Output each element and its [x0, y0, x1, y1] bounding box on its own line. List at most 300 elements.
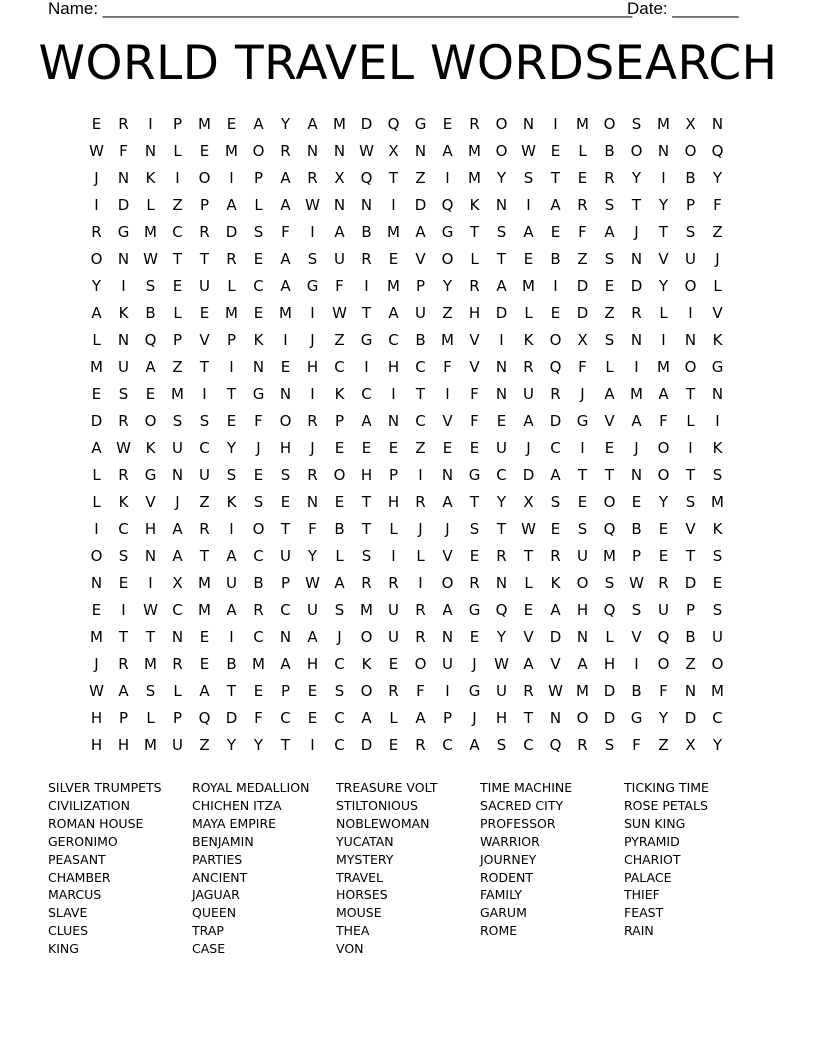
grid-letter[interactable]: A	[280, 196, 291, 214]
grid-letter[interactable]: I	[553, 277, 558, 295]
grid-letter[interactable]: A	[226, 196, 237, 214]
grid-letter[interactable]: W	[521, 520, 536, 538]
grid-letter[interactable]: X	[523, 493, 534, 511]
grid-letter[interactable]: J	[337, 628, 342, 646]
grid-letter[interactable]: I	[688, 304, 693, 322]
grid-letter[interactable]: K	[118, 304, 129, 322]
grid-letter[interactable]: T	[685, 466, 696, 484]
grid-letter[interactable]: K	[469, 196, 480, 214]
grid-letter[interactable]: I	[553, 115, 558, 133]
grid-letter[interactable]: Y	[658, 493, 669, 511]
grid-letter[interactable]: I	[229, 358, 234, 376]
grid-letter[interactable]: V	[631, 628, 642, 646]
grid-letter[interactable]: Y	[712, 736, 723, 754]
grid-letter[interactable]: K	[712, 439, 723, 457]
grid-letter[interactable]: E	[658, 547, 669, 565]
grid-letter[interactable]: A	[469, 736, 480, 754]
grid-letter[interactable]: P	[226, 331, 237, 349]
grid-letter[interactable]: Q	[144, 331, 157, 349]
grid-letter[interactable]: C	[253, 628, 264, 646]
grid-letter[interactable]: C	[712, 709, 723, 727]
grid-letter[interactable]: I	[580, 439, 585, 457]
grid-letter[interactable]: M	[657, 115, 670, 133]
grid-letter[interactable]: Y	[712, 169, 723, 187]
grid-letter[interactable]: E	[496, 412, 507, 430]
grid-letter[interactable]: S	[685, 493, 696, 511]
grid-letter[interactable]: L	[173, 304, 182, 322]
grid-letter[interactable]: O	[198, 169, 211, 187]
grid-letter[interactable]: A	[334, 574, 345, 592]
grid-letter[interactable]: T	[685, 547, 696, 565]
grid-letter[interactable]: P	[280, 682, 291, 700]
grid-letter[interactable]: A	[280, 655, 291, 673]
grid-letter[interactable]: R	[118, 412, 129, 430]
grid-letter[interactable]: R	[523, 682, 534, 700]
grid-letter[interactable]: E	[388, 250, 399, 268]
grid-letter[interactable]: E	[307, 682, 318, 700]
grid-letter[interactable]: N	[684, 331, 697, 349]
grid-letter[interactable]: E	[91, 115, 102, 133]
grid-letter[interactable]: N	[630, 250, 643, 268]
grid-letter[interactable]: Y	[496, 169, 507, 187]
grid-letter[interactable]: E	[361, 439, 372, 457]
grid-letter[interactable]: D	[576, 304, 589, 322]
grid-letter[interactable]: R	[496, 547, 507, 565]
grid-letter[interactable]: N	[414, 142, 427, 160]
grid-letter[interactable]: Z	[415, 169, 426, 187]
grid-letter[interactable]: Q	[711, 142, 724, 160]
grid-letter[interactable]: A	[91, 439, 102, 457]
grid-letter[interactable]: N	[441, 628, 454, 646]
grid-letter[interactable]: T	[658, 223, 669, 241]
grid-letter[interactable]: K	[145, 439, 156, 457]
grid-letter[interactable]: U	[307, 601, 318, 619]
grid-letter[interactable]: I	[661, 169, 666, 187]
grid-letter[interactable]: S	[685, 223, 696, 241]
grid-letter[interactable]: O	[576, 709, 589, 727]
grid-letter[interactable]: A	[307, 115, 318, 133]
grid-letter[interactable]: S	[199, 412, 210, 430]
grid-letter[interactable]: F	[713, 196, 722, 214]
grid-letter[interactable]: P	[253, 169, 264, 187]
grid-letter[interactable]: N	[441, 466, 454, 484]
grid-letter[interactable]: N	[117, 250, 130, 268]
grid-letter[interactable]: N	[117, 169, 130, 187]
grid-letter[interactable]: R	[469, 574, 480, 592]
grid-letter[interactable]: M	[441, 331, 454, 349]
grid-letter[interactable]: P	[415, 277, 426, 295]
grid-letter[interactable]: K	[712, 520, 723, 538]
grid-letter[interactable]: Z	[199, 493, 210, 511]
grid-letter[interactable]: N	[279, 385, 292, 403]
grid-letter[interactable]: E	[334, 493, 345, 511]
grid-letter[interactable]: H	[117, 736, 130, 754]
grid-letter[interactable]: E	[307, 709, 318, 727]
date-field-line[interactable]: Date: _______	[627, 0, 739, 18]
grid-letter[interactable]: D	[684, 574, 697, 592]
grid-letter[interactable]: R	[280, 142, 291, 160]
grid-letter[interactable]: E	[253, 682, 264, 700]
grid-letter[interactable]: L	[173, 142, 182, 160]
grid-letter[interactable]: Y	[226, 736, 237, 754]
grid-letter[interactable]: G	[360, 331, 373, 349]
grid-letter[interactable]: R	[199, 223, 210, 241]
grid-letter[interactable]: P	[280, 574, 291, 592]
grid-letter[interactable]: T	[361, 493, 372, 511]
grid-letter[interactable]: I	[94, 196, 99, 214]
grid-letter[interactable]: T	[415, 385, 426, 403]
grid-letter[interactable]: F	[443, 358, 452, 376]
grid-letter[interactable]: M	[144, 736, 157, 754]
grid-letter[interactable]: S	[334, 601, 345, 619]
grid-letter[interactable]: G	[117, 223, 130, 241]
grid-letter[interactable]: N	[90, 574, 103, 592]
grid-letter[interactable]: Q	[495, 601, 508, 619]
grid-letter[interactable]: A	[334, 223, 345, 241]
grid-letter[interactable]: N	[306, 493, 319, 511]
grid-letter[interactable]: B	[631, 520, 642, 538]
grid-letter[interactable]: N	[630, 466, 643, 484]
grid-letter[interactable]: W	[521, 142, 536, 160]
grid-letter[interactable]: R	[388, 682, 399, 700]
grid-letter[interactable]: E	[712, 574, 723, 592]
grid-letter[interactable]: T	[280, 736, 291, 754]
grid-letter[interactable]: M	[387, 223, 400, 241]
grid-letter[interactable]: U	[496, 439, 507, 457]
grid-letter[interactable]: Z	[415, 439, 426, 457]
grid-letter[interactable]: Y	[442, 277, 453, 295]
grid-letter[interactable]: I	[229, 520, 234, 538]
grid-letter[interactable]: Q	[603, 520, 616, 538]
grid-letter[interactable]: L	[416, 547, 425, 565]
grid-letter[interactable]: I	[121, 601, 126, 619]
grid-letter[interactable]: U	[577, 547, 588, 565]
grid-letter[interactable]: D	[360, 115, 373, 133]
grid-letter[interactable]: K	[334, 385, 345, 403]
grid-letter[interactable]: E	[199, 304, 210, 322]
grid-letter[interactable]: N	[171, 628, 184, 646]
grid-letter[interactable]: E	[226, 412, 237, 430]
grid-letter[interactable]: H	[387, 493, 400, 511]
grid-letter[interactable]: D	[549, 412, 562, 430]
grid-letter[interactable]: Y	[253, 736, 264, 754]
grid-letter[interactable]: J	[580, 385, 585, 403]
grid-letter[interactable]: W	[494, 655, 509, 673]
grid-letter[interactable]: I	[499, 331, 504, 349]
grid-letter[interactable]: A	[604, 223, 615, 241]
grid-letter[interactable]: U	[172, 736, 183, 754]
grid-letter[interactable]: C	[415, 358, 426, 376]
grid-letter[interactable]: W	[359, 142, 374, 160]
grid-letter[interactable]: R	[469, 277, 480, 295]
grid-letter[interactable]: W	[548, 682, 563, 700]
grid-letter[interactable]: C	[334, 358, 345, 376]
grid-letter[interactable]: F	[470, 412, 479, 430]
grid-letter[interactable]: U	[199, 466, 210, 484]
grid-letter[interactable]: S	[361, 547, 372, 565]
grid-letter[interactable]: E	[523, 601, 534, 619]
grid-letter[interactable]: B	[226, 655, 237, 673]
grid-letter[interactable]: P	[172, 331, 183, 349]
grid-letter[interactable]: R	[172, 655, 183, 673]
grid-letter[interactable]: D	[117, 196, 130, 214]
grid-letter[interactable]: A	[496, 277, 507, 295]
grid-letter[interactable]: G	[630, 709, 643, 727]
grid-letter[interactable]: S	[523, 169, 534, 187]
grid-letter[interactable]: H	[306, 655, 319, 673]
grid-letter[interactable]: S	[604, 196, 615, 214]
grid-letter[interactable]: E	[226, 115, 237, 133]
grid-letter[interactable]: A	[577, 655, 588, 673]
grid-letter[interactable]: I	[391, 385, 396, 403]
grid-letter[interactable]: J	[445, 520, 450, 538]
grid-letter[interactable]: L	[578, 142, 587, 160]
grid-letter[interactable]: O	[576, 574, 589, 592]
grid-letter[interactable]: N	[306, 142, 319, 160]
grid-letter[interactable]: L	[389, 520, 398, 538]
grid-letter[interactable]: A	[442, 601, 453, 619]
grid-letter[interactable]: Y	[658, 709, 669, 727]
grid-letter[interactable]: R	[658, 574, 669, 592]
grid-letter[interactable]: S	[604, 736, 615, 754]
grid-letter[interactable]: L	[335, 547, 344, 565]
grid-letter[interactable]: C	[388, 331, 399, 349]
grid-letter[interactable]: I	[121, 277, 126, 295]
grid-letter[interactable]: A	[631, 412, 642, 430]
grid-letter[interactable]: G	[306, 277, 319, 295]
grid-letter[interactable]: J	[472, 655, 477, 673]
grid-letter[interactable]: F	[254, 709, 263, 727]
grid-letter[interactable]: A	[145, 358, 156, 376]
grid-letter[interactable]: B	[631, 682, 642, 700]
grid-letter[interactable]: U	[658, 601, 669, 619]
grid-letter[interactable]: O	[360, 682, 373, 700]
grid-letter[interactable]: M	[198, 115, 211, 133]
grid-letter[interactable]: A	[226, 601, 237, 619]
grid-letter[interactable]: O	[414, 655, 427, 673]
grid-letter[interactable]: P	[172, 709, 183, 727]
grid-letter[interactable]: V	[469, 358, 480, 376]
grid-letter[interactable]: M	[252, 655, 265, 673]
grid-letter[interactable]: M	[171, 385, 184, 403]
grid-letter[interactable]: N	[360, 196, 373, 214]
grid-letter[interactable]: T	[631, 196, 642, 214]
grid-letter[interactable]: D	[360, 736, 373, 754]
grid-letter[interactable]: P	[631, 547, 642, 565]
grid-letter[interactable]: I	[634, 358, 639, 376]
grid-letter[interactable]: E	[550, 304, 561, 322]
grid-letter[interactable]: N	[333, 196, 346, 214]
grid-letter[interactable]: E	[388, 439, 399, 457]
grid-letter[interactable]: O	[333, 466, 346, 484]
grid-letter[interactable]: E	[388, 736, 399, 754]
grid-letter[interactable]: L	[92, 331, 101, 349]
grid-letter[interactable]: U	[226, 574, 237, 592]
grid-letter[interactable]: V	[145, 493, 156, 511]
grid-letter[interactable]: M	[360, 601, 373, 619]
grid-letter[interactable]: R	[388, 574, 399, 592]
grid-letter[interactable]: N	[144, 142, 157, 160]
grid-letter[interactable]: T	[361, 304, 372, 322]
grid-letter[interactable]: O	[684, 142, 697, 160]
grid-letter[interactable]: M	[279, 304, 292, 322]
grid-letter[interactable]: M	[387, 277, 400, 295]
grid-letter[interactable]: O	[603, 115, 616, 133]
grid-letter[interactable]: P	[685, 601, 696, 619]
grid-letter[interactable]: Y	[307, 547, 318, 565]
grid-letter[interactable]: S	[631, 115, 642, 133]
grid-letter[interactable]: T	[118, 628, 129, 646]
grid-letter[interactable]: E	[658, 520, 669, 538]
grid-letter[interactable]: P	[442, 709, 453, 727]
grid-letter[interactable]: R	[415, 493, 426, 511]
grid-letter[interactable]: K	[361, 655, 372, 673]
grid-letter[interactable]: M	[576, 682, 589, 700]
grid-letter[interactable]: R	[118, 115, 129, 133]
grid-letter[interactable]: A	[172, 520, 183, 538]
grid-letter[interactable]: Z	[199, 736, 210, 754]
grid-letter[interactable]: E	[550, 142, 561, 160]
grid-letter[interactable]: I	[283, 331, 288, 349]
grid-letter[interactable]: D	[630, 277, 643, 295]
grid-letter[interactable]: N	[279, 628, 292, 646]
grid-letter[interactable]: I	[445, 385, 450, 403]
grid-letter[interactable]: T	[172, 250, 183, 268]
grid-letter[interactable]: F	[416, 682, 425, 700]
grid-letter[interactable]: J	[418, 520, 423, 538]
grid-letter[interactable]: U	[172, 439, 183, 457]
grid-letter[interactable]: U	[118, 358, 129, 376]
grid-letter[interactable]: M	[198, 574, 211, 592]
grid-letter[interactable]: N	[495, 358, 508, 376]
grid-letter[interactable]: W	[89, 682, 104, 700]
grid-letter[interactable]: F	[254, 412, 263, 430]
grid-letter[interactable]: H	[279, 439, 292, 457]
grid-letter[interactable]: E	[280, 493, 291, 511]
grid-letter[interactable]: Z	[604, 304, 615, 322]
grid-letter[interactable]: R	[361, 574, 372, 592]
grid-letter[interactable]: I	[418, 466, 423, 484]
grid-letter[interactable]: T	[523, 547, 534, 565]
grid-letter[interactable]: Y	[496, 628, 507, 646]
grid-letter[interactable]: A	[91, 304, 102, 322]
grid-letter[interactable]: L	[173, 682, 182, 700]
grid-letter[interactable]: G	[441, 223, 454, 241]
grid-letter[interactable]: L	[713, 277, 722, 295]
grid-letter[interactable]: Z	[685, 655, 696, 673]
grid-letter[interactable]: Q	[549, 736, 562, 754]
grid-letter[interactable]: I	[445, 169, 450, 187]
grid-letter[interactable]: M	[333, 115, 346, 133]
grid-letter[interactable]: E	[199, 628, 210, 646]
grid-letter[interactable]: M	[468, 169, 481, 187]
grid-letter[interactable]: C	[334, 709, 345, 727]
grid-letter[interactable]: I	[310, 736, 315, 754]
grid-letter[interactable]: H	[306, 358, 319, 376]
grid-letter[interactable]: P	[118, 709, 129, 727]
grid-letter[interactable]: T	[550, 169, 561, 187]
grid-letter[interactable]: J	[310, 331, 315, 349]
grid-letter[interactable]: A	[361, 709, 372, 727]
grid-letter[interactable]: J	[715, 250, 720, 268]
grid-letter[interactable]: V	[523, 628, 534, 646]
grid-letter[interactable]: S	[604, 331, 615, 349]
grid-letter[interactable]: I	[148, 574, 153, 592]
grid-letter[interactable]: I	[661, 331, 666, 349]
grid-letter[interactable]: S	[118, 385, 129, 403]
grid-letter[interactable]: C	[361, 385, 372, 403]
grid-letter[interactable]: S	[145, 277, 156, 295]
grid-letter[interactable]: G	[468, 466, 481, 484]
grid-letter[interactable]: V	[604, 412, 615, 430]
grid-letter[interactable]: U	[388, 628, 399, 646]
grid-letter[interactable]: E	[523, 250, 534, 268]
grid-letter[interactable]: T	[199, 547, 210, 565]
grid-letter[interactable]: E	[91, 385, 102, 403]
grid-letter[interactable]: O	[90, 250, 103, 268]
grid-letter[interactable]: H	[144, 520, 157, 538]
grid-letter[interactable]: I	[418, 574, 423, 592]
grid-letter[interactable]: F	[659, 682, 668, 700]
grid-letter[interactable]: A	[415, 223, 426, 241]
grid-letter[interactable]: T	[388, 169, 399, 187]
grid-letter[interactable]: O	[603, 493, 616, 511]
grid-letter[interactable]: A	[280, 169, 291, 187]
grid-letter[interactable]: R	[307, 169, 318, 187]
grid-letter[interactable]: Y	[280, 115, 291, 133]
grid-letter[interactable]: X	[685, 115, 696, 133]
grid-letter[interactable]: E	[469, 628, 480, 646]
grid-letter[interactable]: D	[522, 466, 535, 484]
grid-letter[interactable]: Y	[496, 493, 507, 511]
grid-letter[interactable]: J	[94, 655, 99, 673]
grid-letter[interactable]: R	[550, 385, 561, 403]
grid-letter[interactable]: L	[227, 277, 236, 295]
grid-letter[interactable]: B	[550, 250, 561, 268]
grid-letter[interactable]: A	[280, 250, 291, 268]
grid-letter[interactable]: A	[442, 493, 453, 511]
grid-letter[interactable]: H	[360, 466, 373, 484]
grid-letter[interactable]: E	[469, 439, 480, 457]
grid-letter[interactable]: K	[226, 493, 237, 511]
grid-letter[interactable]: R	[469, 115, 480, 133]
grid-letter[interactable]: D	[90, 412, 103, 430]
grid-letter[interactable]: T	[199, 250, 210, 268]
grid-letter[interactable]: K	[145, 169, 156, 187]
grid-letter[interactable]: O	[630, 142, 643, 160]
grid-letter[interactable]: C	[334, 736, 345, 754]
grid-letter[interactable]: O	[252, 142, 265, 160]
grid-letter[interactable]: W	[89, 142, 104, 160]
grid-letter[interactable]: F	[308, 520, 317, 538]
grid-letter[interactable]: Y	[631, 169, 642, 187]
grid-letter[interactable]: I	[148, 115, 153, 133]
grid-letter[interactable]: X	[172, 574, 183, 592]
grid-letter[interactable]: G	[468, 682, 481, 700]
grid-letter[interactable]: N	[630, 331, 643, 349]
grid-letter[interactable]: K	[118, 493, 129, 511]
grid-letter[interactable]: W	[305, 574, 320, 592]
grid-letter[interactable]: S	[307, 250, 318, 268]
grid-letter[interactable]: O	[90, 547, 103, 565]
grid-letter[interactable]: S	[253, 493, 264, 511]
grid-letter[interactable]: W	[143, 250, 158, 268]
grid-letter[interactable]: E	[199, 655, 210, 673]
grid-letter[interactable]: V	[550, 655, 561, 673]
grid-letter[interactable]: T	[685, 385, 696, 403]
grid-letter[interactable]: L	[605, 358, 614, 376]
grid-letter[interactable]: T	[226, 385, 237, 403]
